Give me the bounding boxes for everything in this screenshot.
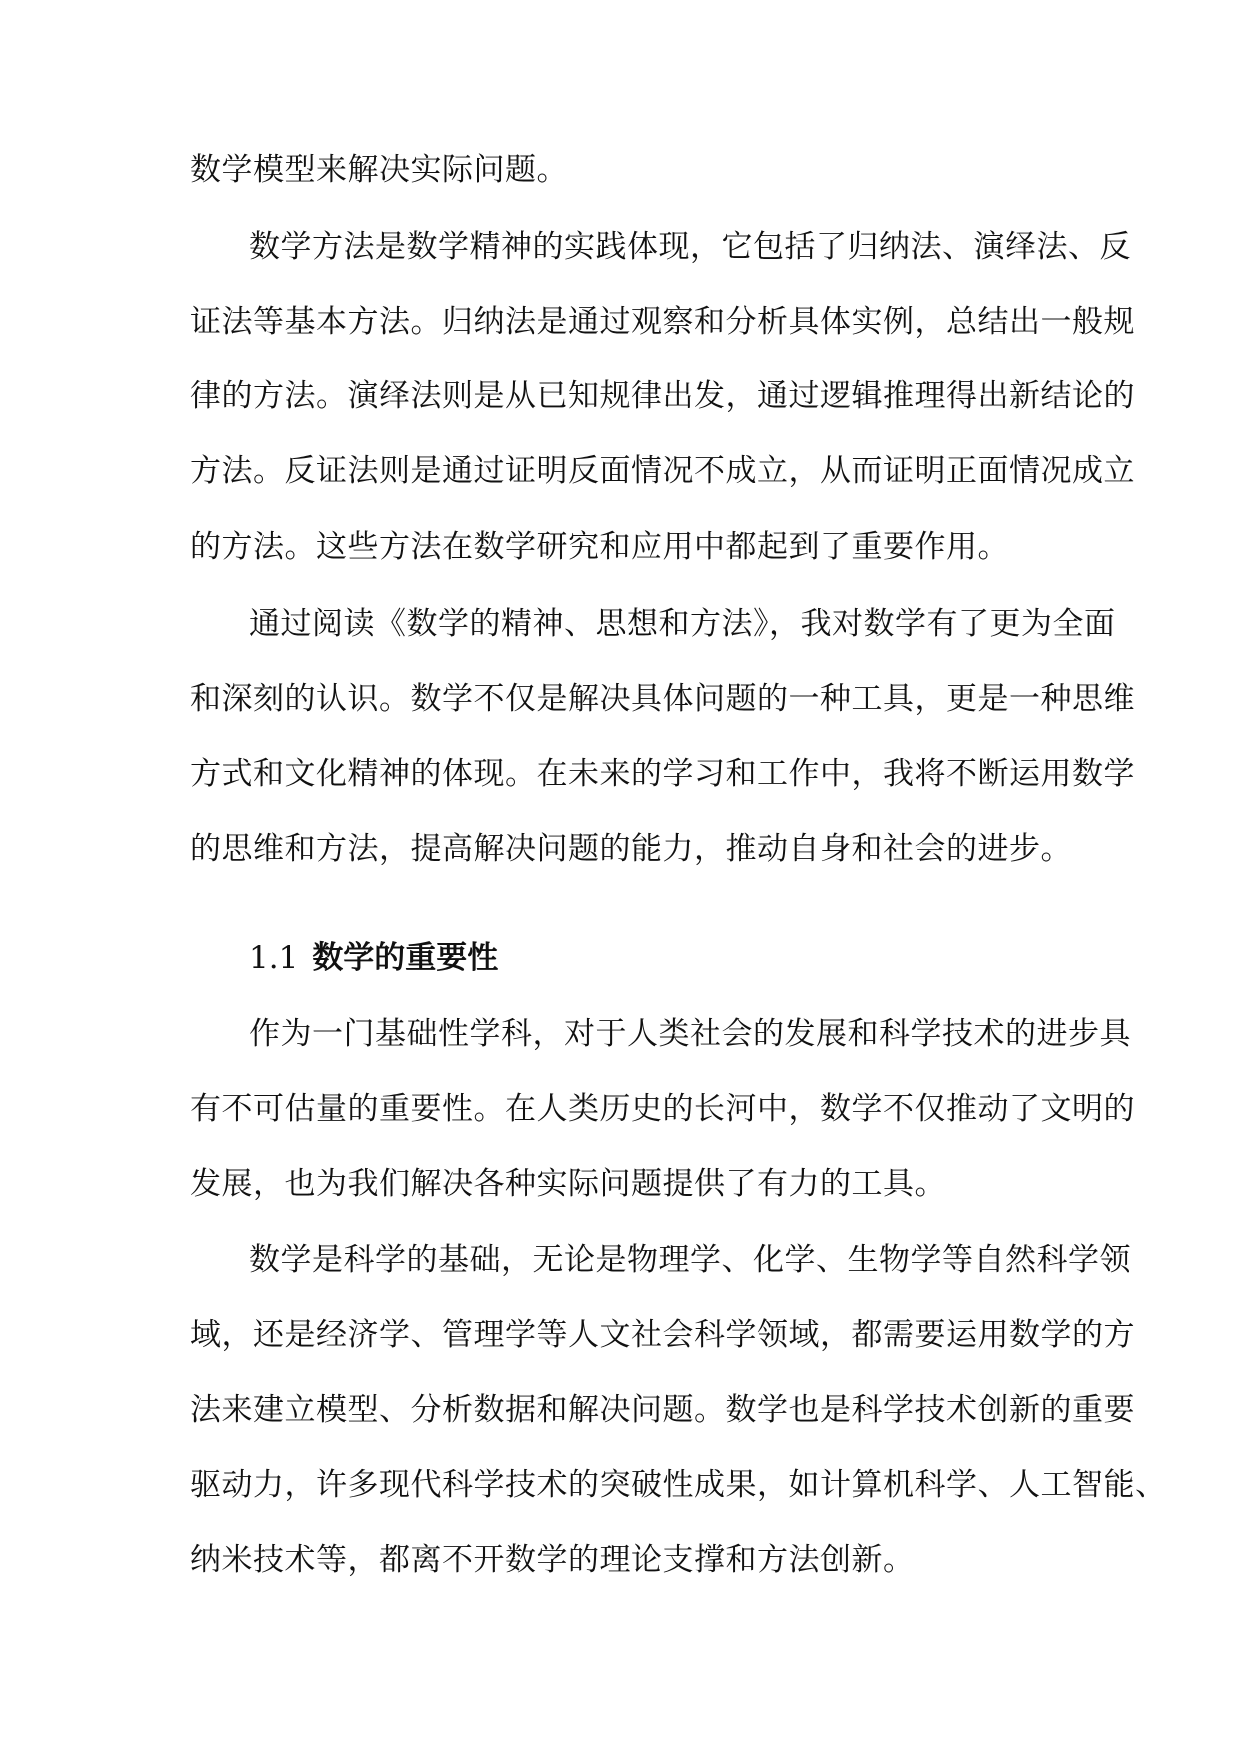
paragraph-line: 纳米技术等，都离不开数学的理论支撑和方法创新。: [190, 1542, 915, 1578]
paragraph-line: 和深刻的认识。数学不仅是解决具体问题的一种工具，更是一种思维: [190, 681, 1135, 717]
paragraph-line: 的方法。这些方法在数学研究和应用中都起到了重要作用。: [190, 529, 1009, 565]
paragraph-line: 的思维和方法，提高解决问题的能力，推动自身和社会的进步。: [190, 831, 1072, 867]
paragraph-line: 作为一门基础性学科，对于人类社会的发展和科学技术的进步具: [249, 1016, 1131, 1052]
paragraph-line: 有不可估量的重要性。在人类历史的长河中，数学不仅推动了文明的: [190, 1091, 1135, 1127]
paragraph-line: 方式和文化精神的体现。在未来的学习和工作中，我将不断运用数学: [190, 756, 1135, 792]
paragraph-line: 驱动力，许多现代科学技术的突破性成果，如计算机科学、人工智能、: [190, 1467, 1167, 1503]
section-number: 1.1: [249, 940, 299, 976]
paragraph-line: 律的方法。演绎法则是从已知规律出发，通过逻辑推理得出新结论的: [190, 378, 1135, 414]
section-heading: [249, 938, 498, 978]
paragraph-line: 数学方法是数学精神的实践体现，它包括了归纳法、演绎法、反: [249, 229, 1131, 265]
paragraph-line: 方法。反证法则是通过证明反面情况不成立，从而证明正面情况成立: [190, 453, 1135, 489]
paragraph-line: 发展，也为我们解决各种实际问题提供了有力的工具。: [190, 1166, 946, 1202]
paragraph-line: 通过阅读《数学的精神、思想和方法》，我对数学有了更为全面: [249, 606, 1116, 642]
paragraph-line: 域，还是经济学、管理学等人文社会科学领域，都需要运用数学的方: [190, 1317, 1135, 1353]
paragraph-line: 数学模型来解决实际问题。: [190, 152, 568, 188]
paragraph-line: 数学是科学的基础，无论是物理学、化学、生物学等自然科学领: [249, 1242, 1131, 1278]
paragraph-line: 法来建立模型、分析数据和解决问题。数学也是科学技术创新的重要: [190, 1392, 1135, 1428]
section-title: 数学的重要性: [312, 940, 499, 976]
paragraph-line: 证法等基本方法。归纳法是通过观察和分析具体实例，总结出一般规: [190, 304, 1135, 340]
